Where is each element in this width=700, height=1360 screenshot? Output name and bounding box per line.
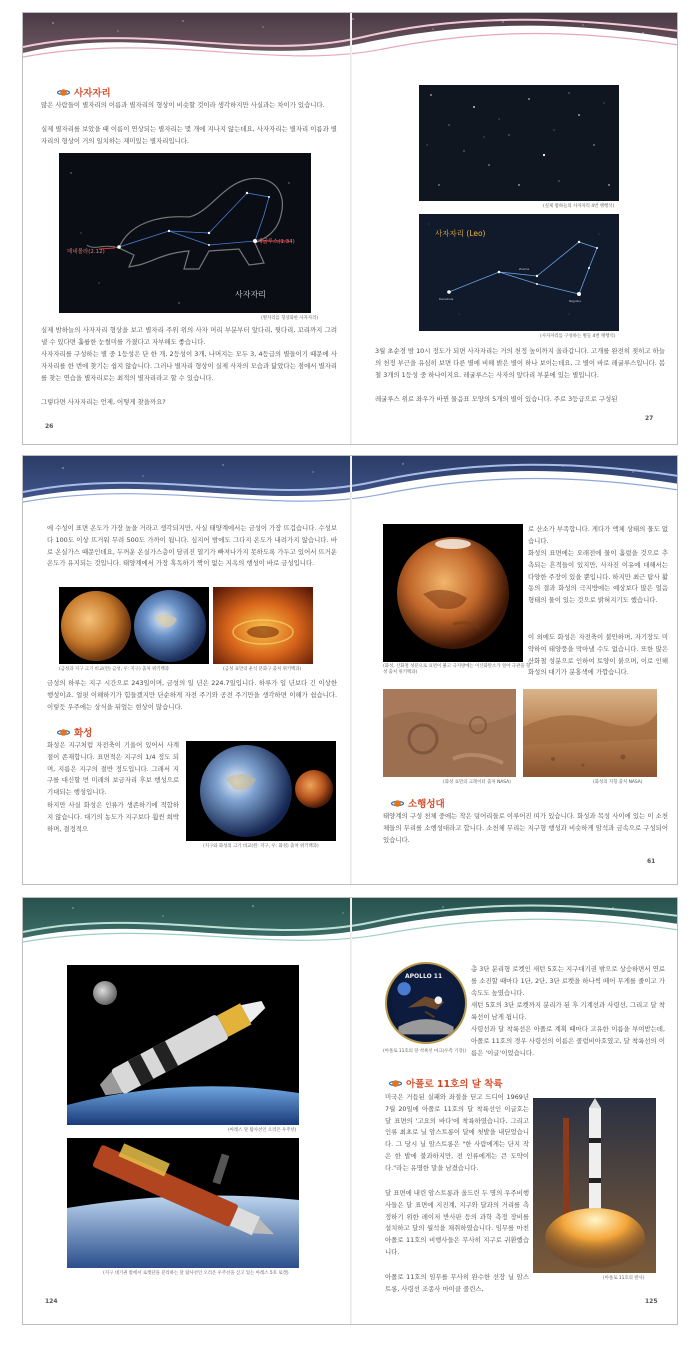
- label-leo: 사자자리: [235, 290, 266, 299]
- page-number: 26: [45, 423, 54, 430]
- paragraph: 총 3단 분리형 로켓인 새턴 5호는 지구대기권 밖으로 상승하면서 연료를 소진할 때마다 1단, 2단, 3단 로켓을 하나씩 떼어 무게를 줄이고 가속도도 높였습니다.: [471, 965, 665, 997]
- paragraph: 실제 밤하늘의 사자자리 형상을 보고 별자리 주위 위의 사자 머리 부분부터 앞다리, 뒷다리, 꼬리까지 그려 낼 수 있다면 훌륭한 눈썰미를 가졌다고 자부해도 좋습니다.: [41, 326, 337, 346]
- heading-text: 아폴로 11호의 달 착륙: [406, 1079, 503, 1090]
- paragraph: 그렇다면 사자자리는 언제, 어떻게 찾을까요?: [41, 398, 166, 406]
- paragraph: 사령선과 달 착륙선은 아폴로 계획 때마다 고유한 이름을 부여받는데, 아폴로 11호의 경우 사령선의 이름은 콜럼비아호였고, 달 착륙선의 이름은 '이글'이었습니다.: [471, 1025, 665, 1057]
- earth-mars-photo: [186, 741, 336, 841]
- figure-caption: (화성의 지형 출처 NASA): [593, 780, 643, 785]
- paragraph: 3월 초순경 밤 10시 정도가 되면 사자자리는 거의 천정 높이까지 올라갑니다. 고개를 완전히 젖히고 하늘의 천정 부근을 유심히 보면 다른 별에 비해 밝은 별이 하나 보이는데요, 그 별이 바로 레굴루스입니다. 봄철 3개의 1등성 중 하나이지요. 레굴루스는 사자의 앞다리 부분에 있는 별입니다.: [375, 347, 665, 379]
- figure-caption: (화성, 산화철 성분으로 표면이 붉고 극지방에는 이산화탄소가 얼어 극관을 형성 출처 위키백과): [383, 664, 531, 675]
- figure-caption: (금성과 지구 크기 비교(왼) 금성, 우: 지구) 출처 위키백과: [59, 667, 169, 672]
- figure-caption: (별자리를 형상화한 사자자리): [261, 316, 319, 321]
- orion-spacecraft-illustration: [67, 965, 299, 1125]
- label-denebola: 데네볼라(2.12): [67, 249, 105, 255]
- paragraph: 새턴 5호의 3단 로켓까지 분리가 된 후 기계선과 사령선, 그리고 달 착륙선이 남게 됩니다.: [471, 1001, 665, 1021]
- paragraph: 미국은 거듭된 실패와 좌절을 딛고 드디어 1969년 7월 20일에 아폴로 11호의 달 착륙선인 이글호는 달 표면의 '고요의 바다'에 착륙하였습니다. 그리고 인류 최초로 닐 암스트롱이 달에 첫발을 내딛었습니다. 그 당시 닐 암스트롱은 "한 사람에게는 단지 작은 한 발에 불과하지만, 전 인류에게는 큰 도약이다."라는 유명한 말을 남겼습니다.: [385, 1093, 529, 1172]
- figure-caption: (아레스 달 탐사선인 오리온 우주선): [228, 1128, 297, 1133]
- paragraph: 레굴루스 위로 좌우가 바뀐 물음표 모양의 5개의 별이 있습니다. 주로 3등급으로 구성된: [375, 395, 618, 403]
- figure-caption: (지구 대기권 밖에서 로켓단을 분리하는 달 탐사선인 오리온 우주선을 싣고 있는 아레스 5호 로켓): [103, 1271, 289, 1276]
- chart-title: 사자자리 (Leo): [435, 229, 486, 238]
- paragraph: 금성의 하루는 지구 시간으로 243일이며, 금성의 일 년은 224.7일입니다. 하루가 일 년보다 긴 이상한 행성이죠. 얼핏 이해하기가 힘들겠지만 단순하게 자전 주기와 공전 주기만을 생각하면 이해가 쉽습니다. 이렇듯 우주에는 상식을 뒤엎는 현상이 많습니다.: [47, 679, 337, 711]
- heading-text: 사자자리: [74, 88, 111, 99]
- label-regulus: 레굴루스(1.34): [257, 239, 295, 245]
- paragraph: 실제 별자리를 보았을 때 이름이 연상되는 별자리는 몇 개에 지나지 않는데요, 사자자리는 별자리 이름과 별자리의 형상이 거의 일치하는 재미있는 별자리입니다.: [41, 125, 337, 145]
- page-number: 125: [645, 1298, 658, 1305]
- figure-caption: (아폴로 11호의 달 착륙선 마크(우측 기장)): [383, 1049, 467, 1054]
- planet-icon: [389, 1078, 402, 1089]
- night-sky-photo: [419, 85, 619, 201]
- heading-text: 화성: [74, 728, 93, 739]
- figure-caption: (실제 밤하늘의 사자자리 4번 맹행석): [543, 204, 615, 209]
- figure-caption: (사자자리를 구성하는 별들 4번 맹행석): [540, 334, 616, 339]
- page-number: 124: [45, 1298, 58, 1305]
- apollo-launch-photo: [533, 1098, 656, 1273]
- paragraph: 태양계의 구성 천체 중에는 작은 덩어리들로 이루어진 띠가 있습니다. 화성과 목성 사이에 있는 이 소천체들의 무리를 소행성대라고 합니다. 소천체 무리는 지구형 행성과 비슷하게 암석과 금속으로 구성되어 있습니다.: [383, 812, 668, 844]
- planet-icon: [57, 87, 70, 98]
- paragraph: 화성은 지구처럼 자전축이 기울어 있어서 사계절이 존재합니다. 표면적은 지구의 1/4 정도 되며, 지름은 지구의 절반 정도입니다. 그래서 지구를 대신할 먼 미래의 보금자리 후보 행성으로 기대되는 행성입니다.: [47, 741, 179, 797]
- mars-photo: [383, 524, 523, 662]
- paragraph: 이 외에도 화성은 자전축이 불안하며, 자기장도 미약하여 태양풍을 막아낼 수도 없습니다. 또한 많은 산화철 성분으로 인하여 토양이 붉으며, 이로 인해 화성의 대기가 분홍색에 가깝습니다.: [528, 633, 668, 677]
- svg-text:Zosma: Zosma: [519, 267, 530, 271]
- page-fold: [350, 456, 352, 884]
- figure-caption: (아폴로 11호의 발사): [603, 1276, 645, 1281]
- page-fold: [350, 13, 352, 444]
- svg-text:Regulus: Regulus: [569, 299, 581, 303]
- venus-surface-photo: [213, 587, 313, 664]
- figure-caption: (금성 표면의 운석 분화구 출처 위키백과): [223, 667, 302, 672]
- planet-icon: [391, 798, 404, 809]
- paragraph: 에 수성이 표면 온도가 가장 높을 거라고 생각되지만, 사실 태양계에서는 금성이 가장 뜨겁습니다. 수성보다 100도 이상 뜨거워 무려 500도 가까이 됩니다. 심지어 밤에도 그다지 온도가 내려가지 않습니다. 바로 온실가스 때문인데요, 두꺼운 온실가스층이 담궈진 열기가 빠져나가지 못하도록 가두고 있어서 뜨거운 온도가 유지되는 것입니다. 태양계에서 가장 혹독하기 짝이 없는 지옥의 행성이 바로 금성입니다.: [47, 524, 337, 568]
- venus-earth-photo: [59, 587, 209, 664]
- figure-caption: (화성 표면의 크레이터 출처 NASA): [443, 780, 511, 785]
- spread-venus-mars: [22, 455, 678, 885]
- figure-caption: (지구와 화성의 크기 비교(왼: 지구, 우: 화성) 출처 위키백과): [203, 844, 319, 849]
- paragraph: 하지만 사실 화성은 인류가 생존하기에 적합하지 않습니다. 대기의 농도가 지구보다 훨씬 희박하며, 결정적으: [47, 801, 179, 833]
- paragraph: 아폴로 11호의 임무를 무사히 완수한 선장 닐 암스트롱, 사령선 조종사 마이클 콜린스,: [385, 1273, 529, 1293]
- apollo-11-badge: [385, 962, 467, 1044]
- page-number: 27: [645, 415, 654, 422]
- mars-crater-photo: [383, 689, 516, 777]
- section-heading-apollo: [389, 1076, 503, 1090]
- heading-text: 소행성대: [408, 799, 445, 810]
- section-heading-mars: [57, 725, 92, 739]
- paragraph: 많은 사람들이 별자리의 이름과 별자리의 형상이 비슷할 것이라 생각하지만 사실과는 차이가 있습니다.: [41, 101, 325, 109]
- paragraph: 달 표면에 내린 암스트롱과 올드린 두 명의 우주비행사들은 달 표면에 지진계, 지구와 달과의 거리를 측정하기 위한 레이저 반사판 등의 과학 측정 장비를 설치하고 달의 월석을 채취하였습니다. 임무를 마친 아폴로 11호의 비행사들은 무사히 지구로 귀환했습니다.: [385, 1189, 529, 1256]
- paragraph: 사자자리를 구성하는 별 중 1등성은 단 한 개, 2등성이 3개, 나머지는 모두 3, 4등급의 별들이기 때문에 사자자리를 한 번에 찾기는 쉽지 않습니다. 그러나 별자리 형상이 실제 사자의 모습과 닮았다는 점에서 별자리를 찾는 연습을 별자리로는 최적의 별자리라고 할 수 있습니다.: [41, 350, 337, 382]
- leo-constellation-chart: [419, 214, 619, 331]
- paragraph: 로 산소가 부족합니다. 게다가 액체 상태의 물도 없습니다.: [528, 525, 668, 545]
- paragraph: 화성의 표면에는 오래전에 물이 흘렀을 것으로 추측되는 흔적들이 있지만, 사자진 이유에 대해서는 다양한 주장이 있을 뿐입니다. 하지만 최근 탐사 활동의 결과 화성의 극지방에는 예상보다 많은 얼음 형태의 물이 있는 것으로 밝혀지기도 했습니다.: [528, 549, 668, 605]
- ares-rocket-illustration: [67, 1138, 299, 1268]
- page-number: 61: [647, 858, 656, 865]
- svg-text:Denebola: Denebola: [439, 297, 454, 301]
- spread-apollo: [22, 897, 678, 1325]
- badge-text: APOLLO 11: [405, 973, 443, 980]
- page-fold: [350, 898, 352, 1324]
- planet-icon: [57, 727, 70, 738]
- spread-leo: [22, 12, 678, 445]
- leo-illustration: [59, 153, 311, 313]
- mars-terrain-photo: [523, 689, 657, 777]
- section-heading-asteroid-belt: [391, 796, 445, 810]
- section-heading-leo: [57, 85, 111, 99]
